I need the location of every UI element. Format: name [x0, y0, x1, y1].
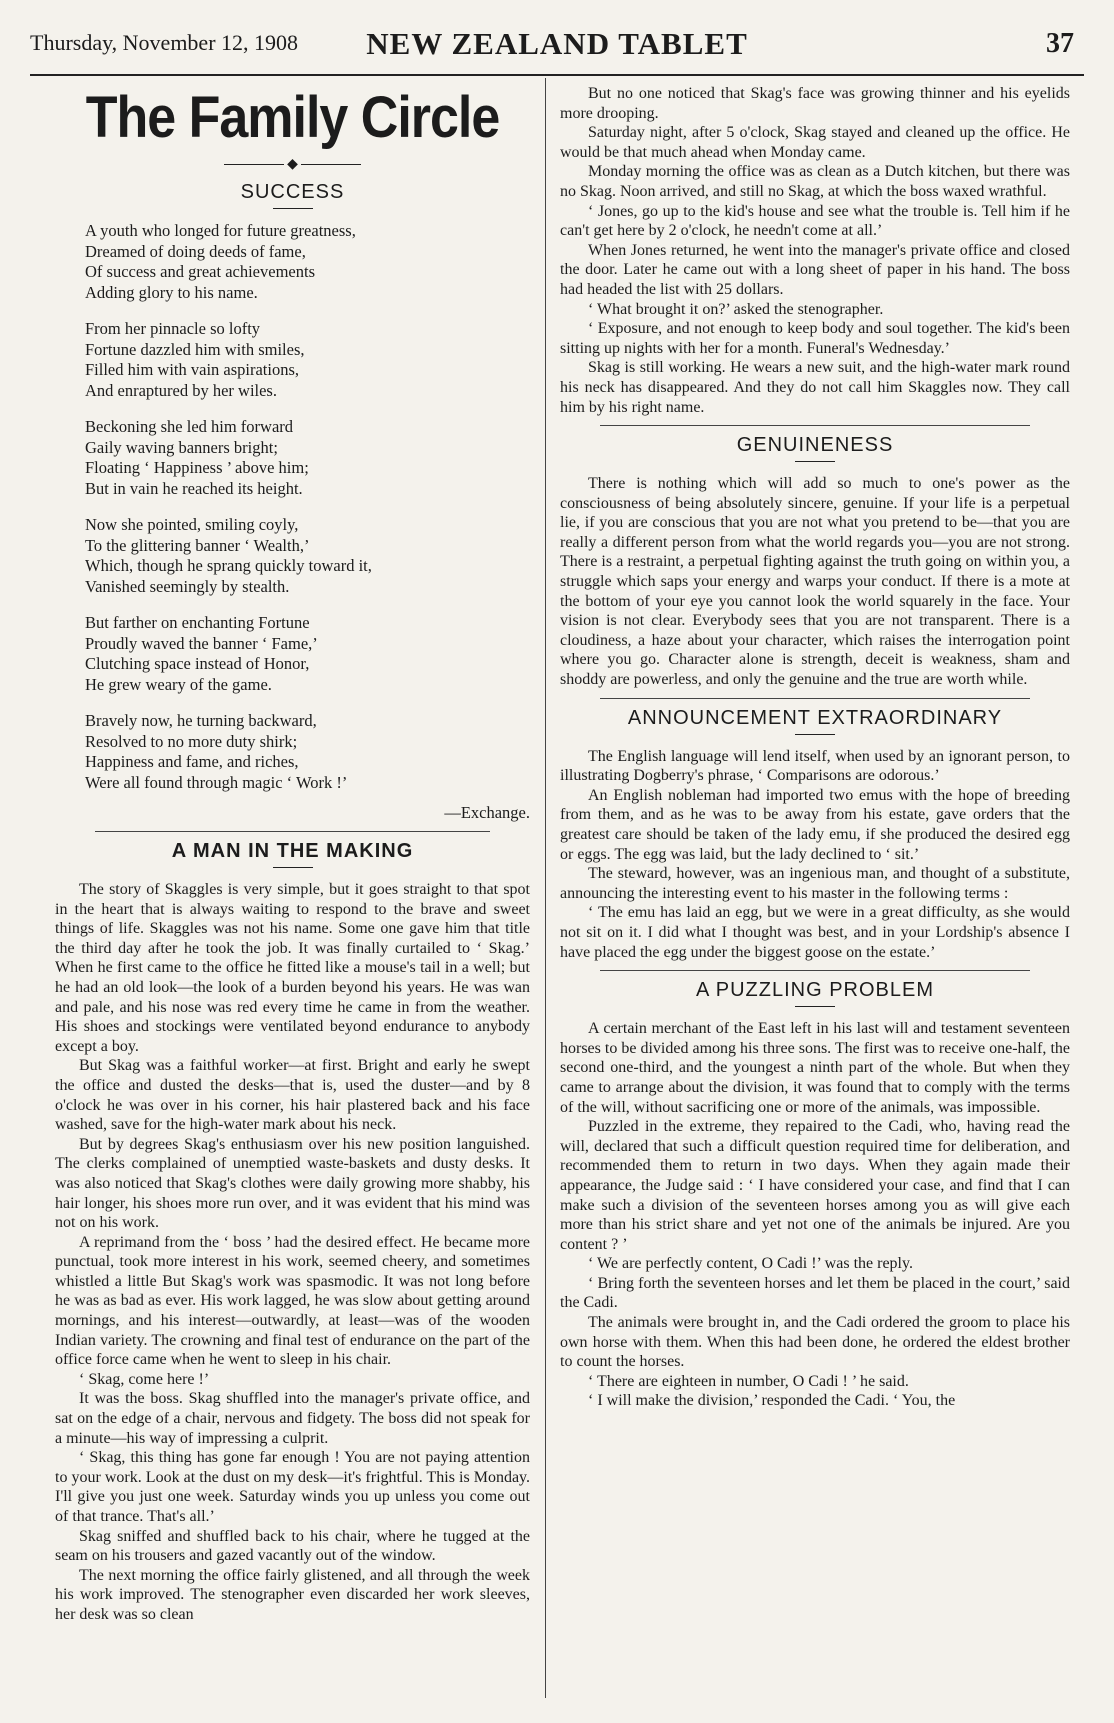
ornament-line-right	[301, 164, 361, 165]
paragraph: When Jones returned, he went into the manager's private office and closed the door. Later he came out with a long sheet of paper in his hand. The boss had headed the list with 25 dollars.	[560, 241, 1070, 298]
poem-stanza	[85, 417, 530, 499]
section-title: The Family Circle	[85, 85, 500, 151]
paragraph: ‘ Exposure, and not enough to keep body and soul together. The kid's been sitting up nights with her for a month. Funeral's Wednesday.’	[560, 320, 1070, 357]
poem-line: But farther on enchanting Fortune	[85, 613, 310, 632]
genuineness-heading: GENUINENESS	[736, 434, 894, 457]
success-poem	[85, 221, 530, 793]
section-rule	[600, 425, 1030, 426]
paragraph: The story of Skaggles is very simple, but it goes straight to that spot in the heart that is always waiting to respond to the brave and sweet things of life. Skaggles was not his name. Some one gave him that title the third day after he took the job. It was finally curtailed to ‘ Skag.’ When he first came to the office he fitted like a mouse's tail in a well; but he had an old look—the look of a burden beyond his years. He was wan and pale, and his nose was red every time he came in from the weather. His shoes and stockings were ventilated beyond endurance to anybody except a boy.	[55, 881, 530, 1055]
poem-line: Fortune dazzled him with smiles,	[85, 339, 305, 359]
section-rule	[95, 831, 490, 832]
poem-stanza	[85, 221, 530, 303]
paragraph: ‘ Skag, this thing has gone far enough ! You are not paying attention to your work. Look at the dust on my desk—it's frightful. This is Monday. I'll give you just one week. Saturday winds you up unless you come out of that trance. That's all.’	[55, 1449, 530, 1525]
poem-line: Were all found through magic ‘ Work !’	[85, 772, 348, 792]
paragraph: The English language will lend itself, when used by an ignorant person, to illustrating Dogberry's phrase, ‘ Comparisons are odorous.’	[560, 747, 1070, 785]
paragraph: Saturday night, after 5 o'clock, Skag stayed and cleaned up the office. He would be that much ahead when Monday came.	[560, 124, 1070, 161]
man-heading: A MAN IN THE MAKING	[171, 840, 414, 862]
paragraph: The next morning the office fairly glistened, and all through the week his work improved. The stenographer even discarded her work sleeves, her desk was so clean	[55, 1566, 530, 1623]
genuineness-article	[560, 474, 1070, 690]
paragraph: The animals were brought in, and the Cadi ordered the groom to place his own horse with them. When this had been done, he ordered the eldest brother to count the horses.	[560, 1314, 1070, 1371]
paragraph: But Skag was a faithful worker—at first. Bright and early he swept the office and dusted the desks—that is, used the duster—and by 8 o'clock he was over in his corner, his hair plastered back and his face washed, save for the high-water mark about his neck.	[55, 1057, 530, 1134]
paragraph: A certain merchant of the East left in his last will and testament seventeen horses to be divided among his three sons. The first was to receive one-half, the second one-third, and the youngest a ninth part of the whole. But when they came to arrange about the division, it was found that to comply with the terms of the will, without sacrificing one or more of the animals, was impossible.	[560, 1020, 1070, 1116]
paragraph: But no one noticed that Skag's face was growing thinner and his eyelids more drooping.	[560, 85, 1070, 122]
paragraph: ‘ There are eighteen in number, O Cadi ! ’ he said.	[588, 1372, 909, 1390]
poem-line: Filled him with vain aspirations,	[85, 360, 300, 379]
poem-line: From her pinnacle so lofty	[85, 319, 261, 338]
paragraph: ‘ The emu has laid an egg, but we were in a great difficulty, as she would not sit on it. I did what I thought was best, and in your Lordship's absence I have placed the egg under the biggest goose on the estate.’	[560, 904, 1070, 961]
paragraph: Skag is still working. He wears a new suit, and the high-water mark round his neck has disappeared. And they do not call him Skaggles now. They call him by his right name.	[560, 359, 1070, 416]
paragraph: A reprimand from the ‘ boss ’ had the desired effect. He became more punctual, took more interest in his work, seemed cheery, and sometimes whistled a little But Skag's work was spasmodic. It was not long before he was as bad as ever. His work lagged, he was slow about getting around mornings, and his interest—outwardly, at least—was of the wooden Indian variety. The crowning and final test of endurance on the part of the office force came when he went to sleep in his chair.	[55, 1233, 530, 1369]
right-column	[560, 84, 1070, 1411]
paragraph: There is nothing which will add so much to one's power as the consciousness of being absolutely sincere, genuine. If your life is a perpetual lie, if you are conscious that you are not what you pretend to be—that you are really a different person from what the world regards you—you are not strong. There is a restraint, a perpetual fighting against the truth going on within you, a struggle which saps your energy and warps your conduct. If there is a mote at the bottom of your eye you cannot look the world squarely in the face. Your vision is not clear. Everybody sees that you are not transparent. There is a cloudiness, a haze about your character, which raises the interrogation point where you go. Character alone is strength, deceit is weakness, sham and shoddy are powerless, and only the genuine and the true are worth while.	[560, 475, 1070, 689]
left-column	[55, 84, 530, 1625]
poem-line: Clutching space instead of Honor,	[85, 654, 310, 673]
poem-line: Now she pointed, smiling coyly,	[85, 515, 299, 534]
page-number: 37	[1046, 28, 1074, 59]
paragraph: Monday morning the office was as clean as a Dutch kitchen, but there was no Skag. Noon arrived, and still no Skag, at which the boss waxed wrathful.	[560, 163, 1070, 200]
announcement-heading: ANNOUNCEMENT EXTRAORDINARY	[627, 706, 1003, 729]
heading-rule	[795, 1006, 835, 1007]
poem-stanza	[85, 319, 530, 401]
poem-line: He grew weary of the game.	[85, 674, 272, 694]
paragraph: ‘ I will make the division,’ responded the Cadi. ‘ You, the	[588, 1392, 956, 1410]
heading-rule	[273, 867, 313, 868]
title-ornament	[55, 156, 530, 173]
man-article	[55, 880, 530, 1625]
puzzling-heading: A PUZZLING PROBLEM	[695, 979, 935, 1002]
poem-line: Proudly waved the banner ‘ Fame,’	[85, 633, 318, 653]
paragraph: ‘ We are perfectly content, O Cadi !’ was the reply.	[588, 1255, 913, 1273]
poem-line: Happiness and fame, and riches,	[85, 752, 299, 771]
section-rule	[600, 698, 1030, 699]
poem-line: A youth who longed for future greatness,	[85, 221, 356, 240]
paragraph: ‘ Skag, come here !’	[79, 1370, 210, 1388]
paragraph: Skag sniffed and shuffled back to his chair, where he tugged at the seam on his trousers and gazed vacantly out of the window.	[55, 1527, 530, 1565]
page-header	[30, 18, 1084, 76]
heading-rule	[273, 208, 313, 209]
poem-line: Dreamed of doing deeds of fame,	[85, 241, 306, 261]
paragraph: But by degrees Skag's enthusiasm over his new position languished. The clerks complained of unemptied waste-baskets and dusty desks. It was also noticed that Skag's clothes were daily growing more shabby, his hair longer, his shoes more run over, and it was evident that his mind was not on his work.	[55, 1135, 530, 1232]
poem-line: But in vain he reached its height.	[85, 478, 303, 498]
heading-rule	[795, 461, 835, 462]
paragraph: Puzzled in the extreme, they repaired to the Cadi, who, having read the will, declared that such a difficult question required time for deliberation, and recommended them to return in two days. When they again made their appearance, the Judge said : ‘ I have considered your case, and find that I can make such a division of the seventeen horses among you as will give each more than his strict share and yet not one of the animals be injured. Are you content ? ’	[560, 1118, 1070, 1253]
paragraph: It was the boss. Skag shuffled into the manager's private office, and sat on the edge of a chair, nervous and fidgety. The boss did not speak for a minute—his way of impressing a culprit.	[55, 1390, 530, 1447]
announcement-article	[560, 747, 1070, 963]
paragraph: The steward, however, was an ingenious man, and thought of a substitute, announcing the interesting event to his master in the following terms :	[560, 865, 1070, 902]
paragraph: ‘ Jones, go up to the kid's house and see what the trouble is. Tell him if he can't get here by 2 o'clock, he needn't come at all.’	[560, 202, 1070, 240]
poem-line: Beckoning she led him forward	[85, 417, 294, 436]
paragraph: ‘ Bring forth the seventeen horses and let them be placed in the court,’ said the Cadi.	[560, 1274, 1070, 1312]
poem-line: Resolved to no more duty shirk;	[85, 731, 298, 751]
issue-date: Thursday, November 12, 1908	[30, 30, 299, 55]
poem-stanza	[85, 711, 530, 793]
poem-stanza	[85, 515, 530, 597]
publication-title: NEW ZEALAND TABLET	[366, 26, 748, 61]
ornament-line-left	[224, 164, 284, 165]
paragraph: ‘ What brought it on?’ asked the stenographer.	[588, 300, 884, 318]
poem-line: Adding glory to his name.	[85, 282, 258, 302]
paragraph: An English nobleman had imported two emus with the hope of breeding from them, and as he was to be away from his estate, gave orders that the greatest care should be taken of the lady emu, if she produced the desired egg or eggs. The egg was laid, but the lady declined to ‘ sit.’	[560, 786, 1070, 863]
poem-line: And enraptured by her wiles.	[85, 380, 277, 400]
man-article-continued	[560, 84, 1070, 417]
diamond-icon: ◆	[287, 157, 298, 172]
section-rule	[600, 970, 1030, 971]
poem-credit: —Exchange.	[444, 803, 530, 822]
success-heading: SUCCESS	[240, 181, 345, 203]
heading-rule	[795, 734, 835, 735]
poem-line: Of success and great achievements	[85, 262, 315, 281]
poem-line: Vanished seemingly by stealth.	[85, 576, 290, 596]
column-divider	[545, 78, 546, 1698]
poem-line: To the glittering banner ‘ Wealth,’	[85, 535, 310, 555]
poem-line: Bravely now, he turning backward,	[85, 711, 317, 730]
poem-line: Which, though he sprang quickly toward it,	[85, 556, 372, 575]
poem-line: Gaily waving banners bright;	[85, 437, 278, 457]
poem-stanza	[85, 613, 530, 695]
poem-line: Floating ‘ Happiness ’ above him;	[85, 458, 309, 477]
puzzling-article	[560, 1019, 1070, 1411]
